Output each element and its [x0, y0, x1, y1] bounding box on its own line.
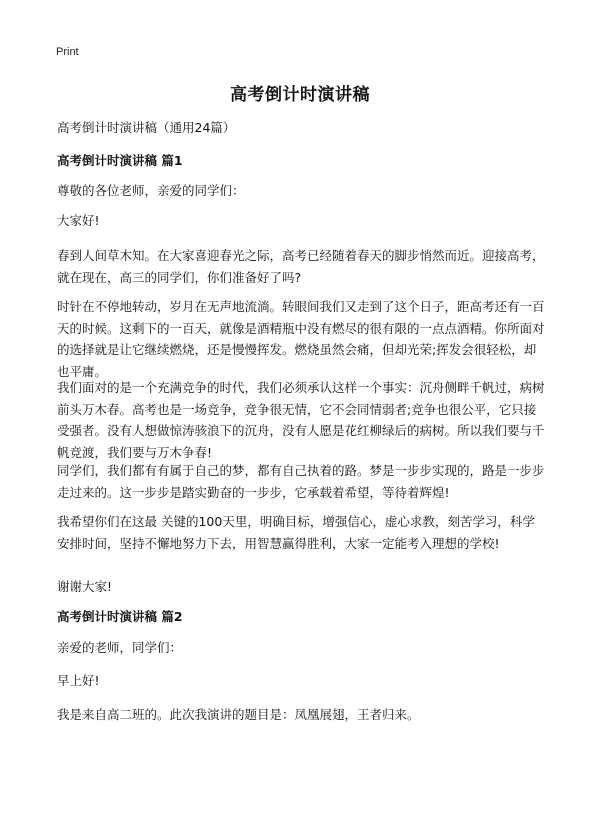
- paragraph-competition: 我们面对的是一个充满竞争的时代，我们必须承认这样一个事实：沉舟侧畔千帆过，病树前头万木春。高考也是一场竞争，竞争很无情，它不会同情弱者;竞争也很公平，它只接受强者。没有人想做惊涛骇浪下的沉舟，没有人愿是花红柳绿后的病树。所以我们要与千帆竞渡，我们要与万木争春!: [57, 380, 545, 460]
- paragraph-time: 时针在不停地转动，岁月在无声地流淌。转眼间我们又走到了这个日子，距高考还有一百天的时候。这剩下的一百天，就像是酒精瓶中没有燃尽的很有限的一点点酒精。你所面对的选择就是让它继续燃烧，还是慢慢挥发。燃烧虽然会痛，但却光荣;挥发会很轻松，却也平庸。: [57, 299, 545, 379]
- paragraph-greeting: 尊敬的各位老师，亲爱的同学们：: [57, 183, 245, 198]
- paragraph-spring: 春到人间草木知。在大家喜迎春光之际，高考已经随着春天的脚步悄然而近。迎接高考，就在现在，高三的同学们，你们准备好了吗?: [57, 248, 545, 285]
- paragraph-dream: 同学们，我们都有有属于自己的梦，都有自己执着的路。梦是一步步实现的，路是一步步走过来的。这一步步是踏实勤奋的一步步，它承载着希望，等待着辉煌!: [57, 463, 545, 500]
- paragraph-greeting-2: 亲爱的老师，同学们：: [57, 640, 183, 655]
- section-heading-1: 高考倒计时演讲稿 篇1: [57, 153, 183, 168]
- document-subtitle: 高考倒计时演讲稿（通用24篇）: [57, 120, 236, 135]
- section-heading-2: 高考倒计时演讲稿 篇2: [57, 609, 183, 624]
- paragraph-intro: 我是来自高二班的。此次我演讲的题目是：凤凰展翅，王者归来。: [57, 707, 420, 722]
- paragraph-morning: 早上好!: [57, 673, 100, 688]
- paragraph-thanks: 谢谢大家!: [57, 579, 113, 594]
- document-title: 高考倒计时演讲稿: [230, 85, 370, 105]
- print-link[interactable]: Print: [56, 46, 79, 58]
- paragraph-hope: 我希望你们在这最 关键的100天里，明确目标，增强信心，虚心求教，刻苦学习，科学安排时间，坚持不懈地努力下去，用智慧赢得胜利，大家一定能考入理想的学校!: [57, 514, 535, 551]
- paragraph-hello: 大家好!: [57, 213, 100, 228]
